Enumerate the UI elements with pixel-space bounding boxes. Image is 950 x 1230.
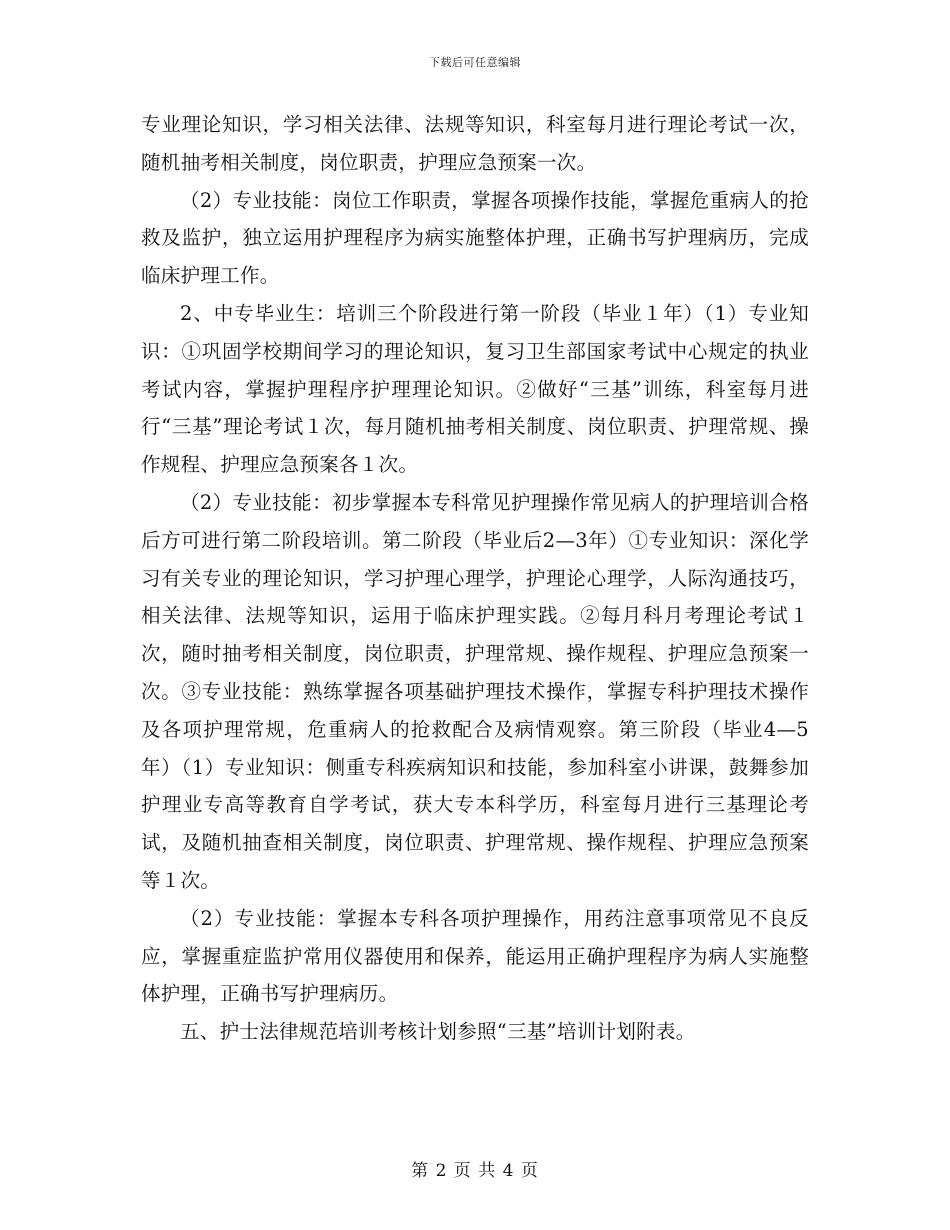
paragraph-1: 专业理论知识，学习相关法律、法规等知识，科室每月进行理论考试一次，随机抽考相关制度，岗位职责，护理应急预案一次。 (141, 113, 809, 174)
page-header: 下载后可任意编辑 (429, 56, 521, 69)
paragraph-5: （2）专业技能：掌握本专科各项护理操作，用药注意事项常见不良反应，掌握重症监护常用仪器使用和保养，能运用正确护理程序为病人实施整体护理，正确书写护理病历。 (141, 906, 809, 1006)
document-body (141, 106, 809, 1051)
paragraph-6: 五、护士法律规范培训考核计划参照“三基”培训计划附表。 (180, 1020, 696, 1044)
page-number-footer: 第 2 页 共 4 页 (411, 1161, 539, 1181)
paragraph-4: （2）专业技能：初步掌握本专科常见护理操作常见病人的护理培训合格后方可进行第二阶段培训。第二阶段（毕业后2—3年）①专业知识：深化学习有关专业的理论知识，学习护理心理学，护理论心理学，人际沟通技巧，相关法律、法规等知识，运用于临床护理实践。②每月科月考理论考试１次，随时抽考相关制度，岗位职责，护理常规、操作规程、护理应急预案一次。③专业技能：熟练掌握各项基础护理技术操作，掌握专科护理技术操作及各项护理常规，危重病人的抢救配合及病情观察。第三阶段（毕业4—5年）（1）专业知识：侧重专科疾病知识和技能，参加科室小讲课，鼓舞参加护理业专高等教育自学考试，获大专本科学历，科室每月进行三基理论考试，及随机抽查相关制度，岗位职责、护理常规、操作规程、护理应急预案等１次。 (141, 490, 809, 892)
paragraph-2: （2）专业技能：岗位工作职责，掌握各项操作技能，掌握危重病人的抢救及监护，独立运用护理程序为病实施整体护理，正确书写护理病历，完成临床护理工作。 (141, 188, 809, 288)
paragraph-3: 2、中专毕业生：培训三个阶段进行第一阶段（毕业１年）（1）专业知识：①巩固学校期间学习的理论知识，复习卫生部国家考试中心规定的执业考试内容，掌握护理程序护理理论知识。②做好“三基”训练，科室每月进行“三基”理论考试１次，每月随机抽考相关制度、岗位职责、护理常规、操作规程、护理应急预案各１次。 (141, 301, 809, 477)
